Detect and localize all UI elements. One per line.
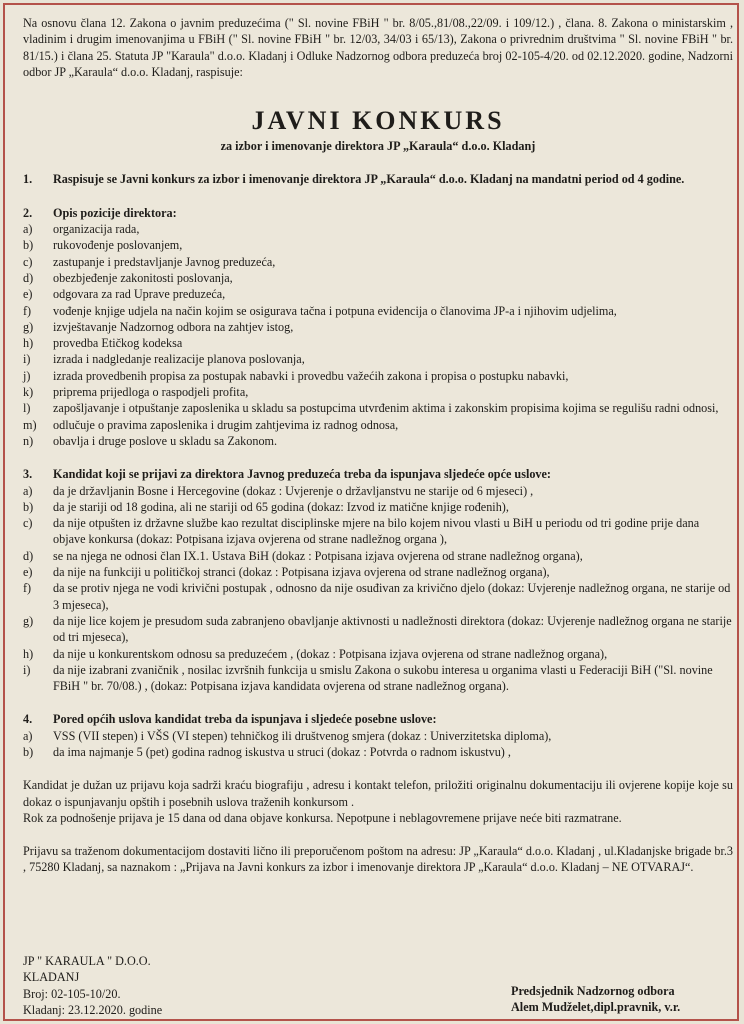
submission-paragraph: Prijavu sa traženom dokumentacijom dostaviti lično ili preporučenom poštom na adresu: JP „Karaula“ d.o.o. Kladanj , ul.Kladanjske brigade br.3 , 75280 Kladanj, sa naznakom : „Prijava na Javni konkurs za izbor i imenovanje direktora JP „Karaula“ d.o.o. Kladanj – NE OTVARAJ“. [23,844,733,875]
list-item-letter: g) [23,319,34,334]
list-item [23,515,733,548]
list-item-text: obezbjeđenje zakonitosti poslovanja, [53,270,233,285]
intro-paragraph: Na osnovu člana 12. Zakona o javnim preduzećima (" Sl. novine FBiH " br. 8/05.,81/08.,22/09. i 109/12.) , člana. 8. Zakona o ministarskim , vladinim i drugim imenovanjima u FBiH (" Sl. novine FBiH " br. 12/03, 34/03 i 65/13), Zakona o privrednim društvima " Sl. novine FBiH " br. 81/15.) i člana 25. Statuta JP "Karaula" d.o.o. Kladanj i Odluke Nadzornog odbora preduzeća broj 02-105-4/20. od 02.12.2020. godine, Nadzorni odbor JP „Karaula“ d.o.o. Kladanj, raspisuje: [23,16,733,79]
list-item-letter: e) [23,565,33,580]
list-item [23,417,733,433]
list-item-text: se na njega ne odnosi član IX.1. Ustava BiH (dokaz : Potpisana izjava ovjerena od strane nadležnog organa), [53,548,583,563]
list-item [23,351,733,367]
list-item-letter: f) [23,303,32,318]
section-3-list [23,483,733,695]
page-title: JAVNI KONKURS [251,106,505,136]
section-2 [23,205,733,449]
section-number: 1. [23,172,33,187]
list-item-letter: d) [23,270,34,285]
section-number: 3. [23,467,33,482]
list-item-letter: b) [23,744,34,759]
list-item [23,254,733,270]
list-item-letter: b) [23,238,34,253]
section-number: 4. [23,712,33,727]
list-item-text: da nije izabrani zvaničnik , nosilac izvršnih funkcija u smislu Zakona o sukobu interesa u organima vlasti u Federaciji BiH ("Sl. novine FBiH " br. 70/08.) , (dokaz: Potpisana izjava kandidata ovjerena od strane nadležnog organa). [53,662,713,694]
list-item-text: da nije na funkciji u političkoj stranci (dokaz : Potpisana izjava ovjerena od strane nadležnog organa), [53,565,550,580]
list-item-text: obavlja i druge poslove u skladu sa Zakonom. [53,433,278,448]
list-item [23,237,733,253]
signatory-role: Predsjednik Nadzornog odbora [511,984,675,998]
list-item-letter: j) [23,368,31,383]
list-item [23,548,733,564]
list-item [23,384,733,400]
section-1-text: Raspisuje se Javni konkurs za izbor i imenovanje direktora JP „Karaula“ d.o.o. Kladanj na mandatni period od 4 godine. [53,172,685,187]
list-item [23,483,733,499]
issuer-company: JP " KARAULA " D.O.O. [23,954,151,968]
section-number: 2. [23,205,33,220]
list-item-text: rukovođenje poslovanjem, [53,238,183,253]
issuer-info [23,953,162,1018]
list-item-text: zastupanje i predstavljanje Javnog preduzeća, [53,254,276,269]
list-item [23,613,733,646]
list-item-text: da je državljanin Bosne i Hercegovine (dokaz : Uvjerenje o državljanstvu ne starije od 6 mjeseci) , [53,483,534,498]
list-item-letter: h) [23,646,34,661]
list-item [23,728,733,744]
document-number: Broj: 02-105-10/20. [23,986,121,1001]
list-item [23,335,733,351]
section-4 [23,711,733,760]
document-body [23,15,733,876]
list-item-text: organizacija rada, [53,222,140,237]
deadline-paragraph: Rok za podnošenje prijava je 15 dana od dana objave konkursa. Nepotpune i neblagovremene prijave neće biti razmatrane. [23,810,622,825]
list-item-letter: b) [23,499,34,514]
list-item-text: izrada provedbenih propisa za postupak nabavki i provedbu važećih zakona i propisa o postupku nabavki, [53,368,569,383]
section-2-title: Opis pozicije direktora: [53,205,177,220]
list-item-text: da nije u konkurentskom odnosu sa preduzećem , (dokaz : Potpisana izjava ovjerena od strane nadležnog organa), [53,646,608,661]
section-4-title: Pored općih uslova kandidat treba da ispunjava i sljedeće posebne uslove: [53,712,437,727]
list-item-letter: l) [23,401,31,416]
list-item [23,221,733,237]
list-item-text: izrada i nadgledanje realizacije planova poslovanja, [53,352,305,367]
list-item-text: provedba Etičkog kodeksa [53,336,183,351]
list-item-text: izvještavanje Nadzornog odbora na zahtjev istog, [53,319,294,334]
documents-paragraph: Kandidat je dužan uz prijavu koja sadrži kraću biografiju , adresu i kontakt telefon, priložiti originalnu dokumentaciju ili ovjerene kopije koje su dokaz o ispunjavanju opštih i posebnih uslova traženih konkursom . [23,778,733,809]
list-item [23,580,733,613]
list-item-text: da nije otpušten iz državne službe kao rezultat disciplinske mjere na bilo kojem nivou vlasti u BiH u periodu od tri godine prije dana objave konkursa (dokaz: Potpisana izjava ovjerena od strane nadležnog organa ), [53,516,700,547]
list-item-text: da nije lice kojem je presudom suda zabranjeno obavljanje aktivnosti u nadležnosti direktora (dokaz: Uvjerenje nadležnog organa ne starije od tri mjeseca), [53,613,732,645]
list-item-letter: c) [23,516,33,531]
section-4-list [23,728,733,761]
section-2-list [23,221,733,449]
list-item [23,303,733,319]
list-item-letter: f) [23,581,32,596]
list-item-letter: n) [23,433,34,448]
list-item-text: odlučuje o pravima zaposlenika i drugim zahtjevima iz radnog odnosa, [53,417,399,432]
list-item-letter: a) [23,728,33,743]
signatory [511,983,680,1016]
list-item-text: da ima najmanje 5 (pet) godina radnog iskustva u struci (dokaz : Potvrda o radnom iskustvu) , [53,744,511,759]
issuer-city: KLADANJ [23,970,80,985]
list-item-letter: a) [23,222,33,237]
list-item-letter: i) [23,662,31,677]
list-item-letter: a) [23,483,33,498]
list-item-text: VSS (VII stepen) i VŠS (VI stepen) tehničkog ili društvenog smjera (dokaz : Univerzitetska diploma), [53,728,552,743]
list-item-letter: m) [23,417,37,432]
list-item-text: priprema prijedloga o raspodjeli profita, [53,385,249,400]
list-item-text: odgovara za rad Uprave preduzeća, [53,287,226,302]
section-3 [23,466,733,694]
list-item [23,319,733,335]
list-item [23,433,733,449]
list-item-letter: d) [23,548,34,563]
list-item [23,744,733,760]
list-item [23,646,733,662]
list-item [23,499,733,515]
list-item-letter: h) [23,336,34,351]
list-item-letter: k) [23,385,34,400]
section-1 [23,171,733,187]
list-item [23,662,733,695]
document-frame [3,3,739,1021]
list-item [23,400,733,416]
list-item [23,564,733,580]
list-item [23,286,733,302]
list-item-letter: c) [23,254,33,269]
list-item-text: zapošljavanje i otpuštanje zaposlenika u skladu sa postupcima utvrđenim aktima i zakonskim propisima kojima se regulišu radni odnosi, [53,401,719,416]
list-item-letter: g) [23,613,34,628]
page-subtitle: za izbor i imenovanje direktora JP „Karaula“ d.o.o. Kladanj [220,139,536,154]
list-item-letter: i) [23,352,31,367]
signatory-name: Alem Mudželet,dipl.pravnik, v.r. [511,1000,681,1015]
document-date: Kladanj: 23.12.2020. godine [23,1002,163,1017]
list-item-text: da se protiv njega ne vodi krivični postupak , odnosno da nije osuđivan za krivično djelo (dokaz: Uvjerenje nadležnog organa, ne starije od 3 mjeseca), [53,581,731,612]
section-3-title: Kandidat koji se prijavi za direktora Javnog preduzeća treba da ispunjava sljedeće opće uslove: [53,467,551,482]
list-item [23,270,733,286]
list-item [23,368,733,384]
list-item-text: da je stariji od 18 godina, ali ne stariji od 65 godina (dokaz: Izvod iz matične knjige rođenih), [53,499,509,514]
list-item-text: vođenje knjige udjela na način kojim se osigurava tačna i potpuna evidencija o članovima JP-a i njihovim udjelima, [53,303,617,318]
list-item-letter: e) [23,287,33,302]
